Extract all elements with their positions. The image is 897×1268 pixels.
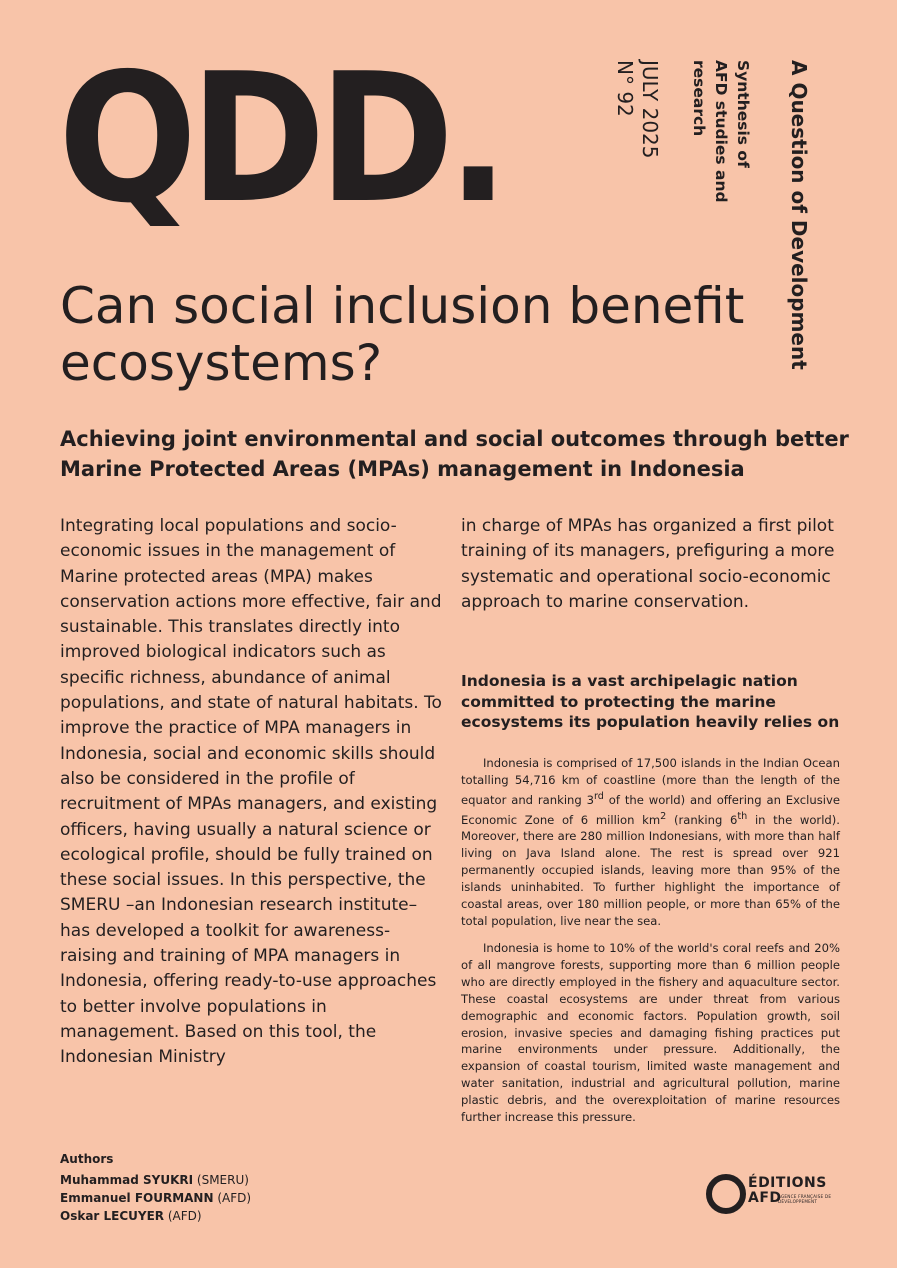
text-run: (ranking 6: [666, 812, 738, 827]
author-name: Oskar LECUYER: [60, 1209, 165, 1223]
series-title: A Question of Development: [787, 60, 811, 370]
publisher-tagline: AGENCE FRANÇAISE DE DÉVELOPPEMENT: [778, 1194, 832, 1204]
publisher-logo: [704, 1172, 844, 1220]
author-affiliation: (AFD): [164, 1209, 202, 1223]
author-entry: [60, 1189, 360, 1207]
issue-number: N° 92: [613, 60, 637, 117]
superscript: rd: [594, 790, 604, 802]
section-heading: Indonesia is a vast archipelagic nation committed to protecting the marine ecosystems its population heavily relies on: [461, 672, 840, 731]
page-title: Can social inclusion benefit ecosystems?: [60, 277, 745, 392]
synthesis-line: AFD studies and: [712, 60, 730, 203]
text-run: Indonesia is comprised of 17,500 islands in the Indian Ocean totalling 54,716 km of coastline (more than the length of the equator and ranking 3: [461, 756, 840, 807]
publisher-line-1: ÉDITIONS: [748, 1175, 827, 1191]
lead-paragraph-continued: in charge of MPAs has organized a first pilot training of its managers, prefiguring a more systematic and operational socio-economic approach to marine conservation.: [461, 516, 835, 612]
issue-date: JULY 2025: [638, 60, 662, 159]
text-run: of the world) and offering an Exclusive Economic Zone of 6 million km: [461, 792, 840, 827]
text-run: in the world). Moreover, there are 280 million Indonesians, with more than half living on Java Island alone. The rest is spread over 921 permanently occupied islands, leaving more than 95% of the islands uninhabited. To further highlight the importance of coastal areas, over 180 million people, or more than 65% of the total population, live near the sea.: [461, 812, 840, 928]
body-paragraph: [461, 755, 840, 930]
lead-paragraph: Integrating local populations and socio-economic issues in the management of Marine protected areas (MPA) makes conservation actions more effective, fair and sustainable. This translates directly into improved biological indicators such as specific richness, abundance of animal populations, and state of natural habitats. To improve the practice of MPA managers in Indonesia, social and economic skills should also be considered in the profile of recruitment of MPAs managers, and existing officers, having usually a natural science or ecological profile, should be fully trained on these social issues. In this perspective, the SMERU –an Indonesian research institute– has developed a toolkit for awareness-raising and training of MPA managers in Indonesia, offering ready-to-use approaches to better involve populations in management. Based on this tool, the Indonesian Ministry: [60, 516, 442, 1068]
author-affiliation: (AFD): [213, 1191, 252, 1205]
authors-block: [60, 1150, 360, 1225]
publisher-line-2: AFD: [748, 1190, 782, 1206]
qdd-logo: QDD.: [58, 35, 502, 242]
publisher-ring-icon: [704, 1172, 748, 1216]
body-paragraph: Indonesia is home to 10% of the world's coral reefs and 20% of all mangrove forests, supporting more than 6 million people who are directly employed in the fishery and aquaculture sector. These coastal ecosystems are under threat from various demographic and economic factors. Population growth, soil erosion, invasive species and damaging fishing practices put marine environments under pressure. Additionally, the expansion of coastal tourism, limited waste management and water sanitation, industrial and agricultural pollution, marine plastic debris, and the overexploitation of marine resources further increase this pressure.: [461, 941, 840, 1125]
author-entry: [60, 1171, 360, 1189]
author-entry: [60, 1207, 360, 1225]
synthesis-line: research: [690, 60, 708, 137]
authors-heading: Authors: [60, 1152, 114, 1166]
page-subtitle: Achieving joint environmental and social outcomes through better Marine Protected Areas (MPAs) management in Indonesia: [60, 427, 849, 481]
author-name: Emmanuel FOURMANN: [60, 1191, 214, 1205]
superscript: 2: [660, 810, 667, 822]
superscript: th: [737, 810, 748, 822]
issue-info: [612, 60, 662, 159]
synthesis-label: [688, 60, 754, 203]
author-affiliation: (SMERU): [193, 1173, 249, 1187]
synthesis-line: Synthesis of: [734, 60, 752, 168]
author-name: Muhammad SYUKRI: [60, 1173, 194, 1187]
